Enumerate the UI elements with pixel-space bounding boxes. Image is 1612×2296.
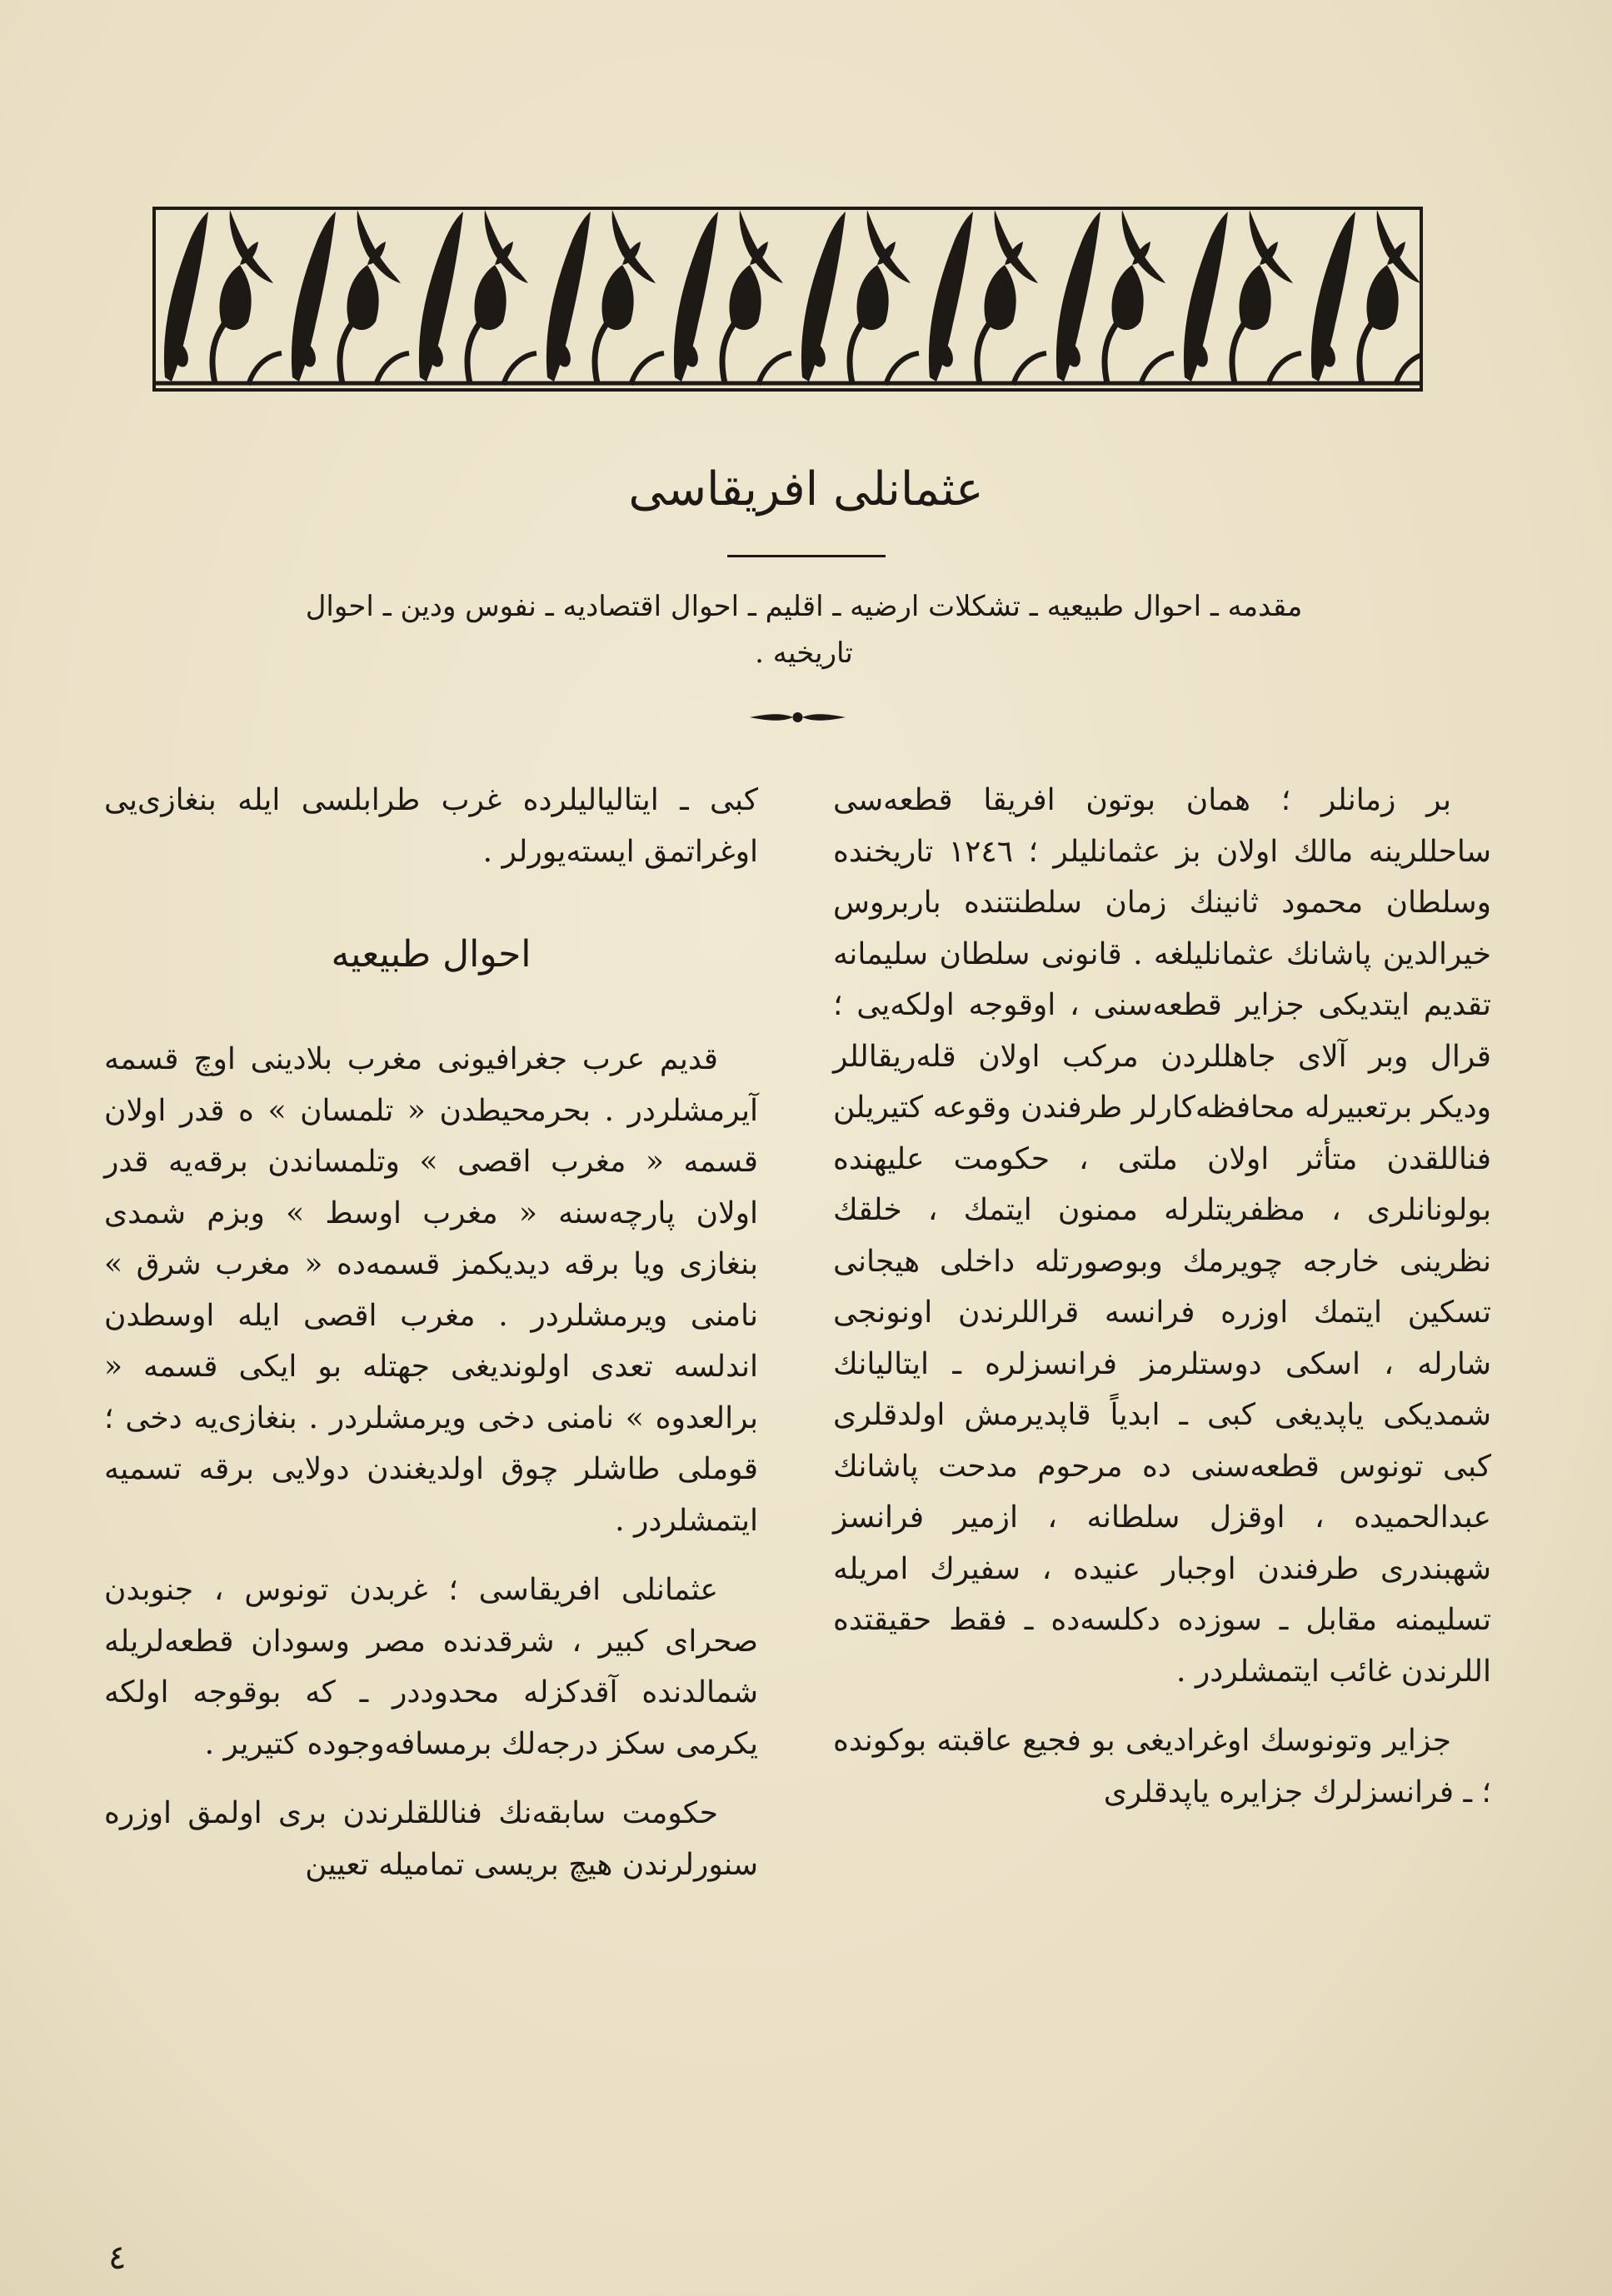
left-column <box>104 775 758 1890</box>
paragraph: جزایر وتونوسك اوغرادیغی بو فجیع عاقبته بوکونده ؛ ـ فرانسزلرك جزایره یاپدقلری <box>833 1724 1491 1809</box>
section-heading: احوال طبیعیه <box>331 933 532 976</box>
paragraph: قدیم عرب جغرافیونی مغرب بلادینی اوچ قسمه آیرمشلردر . بحرمحیطدن « تلمسان » ه قدر اولان قسمه « مغرب اقصی » وتلمساندن برقه‌یه قدر اولان پارچه‌سنه « مغرب اوسط » وبزم شمدی بنغازی ویا برقه دیدیکمز قسمه‌ده « مغرب شرق » نامنی ویرمشلردر . مغرب اقصی ایله اوسطدن اندلسه تعدی اولوندیغی جهتله بو ایکی قسمه « برالعدوه » نامنی دخی ویرمشلردر . بنغازی‌یه دخی ؛ قوملی طاشلر چوق اولدیغندن دولایی برقه تسمیه ایتمشلردر . <box>104 1042 758 1538</box>
title-divider <box>727 555 886 557</box>
article-title: عثمانلی افریقاسی <box>628 462 984 517</box>
article-subtitle: مقدمه ـ احوال طبیعیه ـ تشکلات ارضیه ـ اقلیم ـ احوال اقتصادیه ـ نفوس ودین ـ احوال تاریخیه . <box>305 590 1303 670</box>
continued-paragraph: کبی ـ ایتالیالیلرده غرب طرابلسی ایله بنغازی‌یی اوغراتمق ایسته‌یورلر . <box>104 783 758 869</box>
paragraph: حکومت سابقه‌نك فناللقلرندن بری اولمق اوزره سنورلرندن هیچ بریسی تمامیله تعیین <box>104 1796 758 1882</box>
floral-band-ornament <box>152 207 1423 392</box>
section-ornament <box>750 708 846 726</box>
page-number: ٤ <box>108 2239 127 2277</box>
paragraph: عثمانلی افریقاسی ؛ غربدن تونوس ، جنوبدن صحرای کبیر ، شرقدنده مصر وسودان قطعه‌لریله شمالدنده آقدکزله محدوددر ـ که بوقوجه اولکه یکرمی سکز درجه‌لك برمسافه‌وجوده کتیریر . <box>104 1573 758 1761</box>
paragraph: بر زمانلر ؛ همان بوتون افریقا قطعه‌سی ساحللرینه مالك اولان بز عثمانلیلر ؛ ١٢٤٦ تاریخنده وسلطان محمود ثانینك زمان سلطنتنده باربروس خیرالدین پاشانك عثمانلیلغه . قانونی سلطان سلیمانه تقدیم ایتدیکی جزایر قطعه‌سنی ، اوقوجه اولکه‌یی ؛ قرال وبر آلای جاهللردن مرکب اولان قله‌ریقاللر ودیکر برتعبیرله محافظه‌کارلر طرفندن وقوعه کتیریلن فناللقدن متأثر اولان ملتی ، حکومت علیهنده بولونانلری ، مظفریتلرله ممنون ایتمك ، خلقك نظرینی خارجه چویرمك وبوصورتله داخلی هیجانی تسکین ایتمك اوزره فرانسه قراللرندن اونونجی شارله ، اسکی دوستلرمز فرانسزلره ـ ایتالیانك شمدیکی یاپدیغی کبی ـ ابدیاً قاپدیرمش اولدقلری کبی تونوس قطعه‌سنی ده مرحوم مدحت پاشانك عبدالحمیده ، اوقزل سلطانه ، ازمیر فرانسز شهبندری طرفندن اوجبار عنیده ، سفیرك امریله تسلیمنه مقابل ـ سوزده دکلسه‌ده ـ فقط حقیقتده اللرندن غائب ایتمشلردر . <box>833 783 1491 1689</box>
right-column <box>833 775 1491 1818</box>
